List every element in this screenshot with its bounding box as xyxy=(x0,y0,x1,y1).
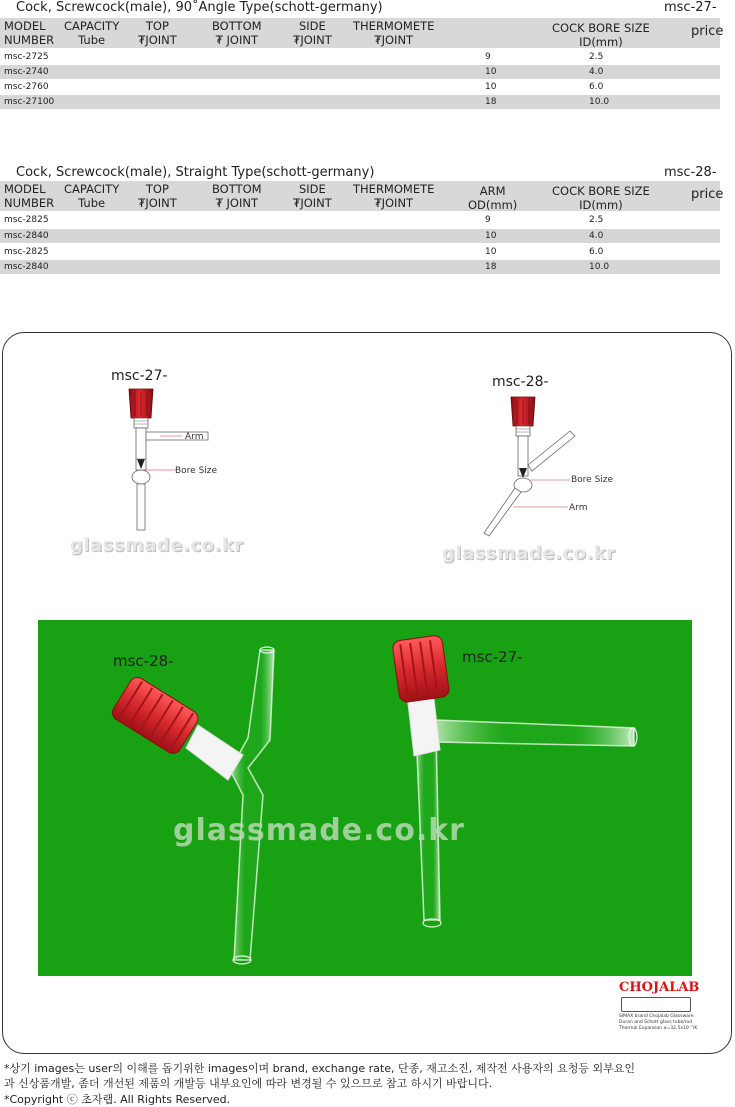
brand-line-3: Thermal Expansion α=32.5x10⁻⁷/K xyxy=(619,1026,698,1031)
brand-line-2: Duran and Schott glass tube/rod xyxy=(619,1020,693,1025)
bore-size-annotation: Bore Size xyxy=(175,466,218,476)
screwcock-straight-diagram xyxy=(470,393,600,543)
footer-disclaimer-line-1: *상기 images는 user의 이해를 돕기위한 images이며 brand, exchange rate, 단종, 재고소진, 제작전 사용자의 요청등 외부요인 xyxy=(4,1062,635,1075)
table2-header-model: MODEL NUMBER xyxy=(4,182,55,210)
table-row: msc-2840 18 10.0 xyxy=(0,260,720,274)
brand-line-1: SIMAX brand Chojalab Glassware xyxy=(619,1014,694,1019)
product-photo xyxy=(38,620,692,976)
table2-code: msc-28- xyxy=(664,165,717,180)
photo-label-msc-28: msc-28- xyxy=(113,652,174,670)
table1-header-side: SIDE ₮JOINT xyxy=(293,19,332,47)
table2-title: Cock, Screwcock(male), Straight Type(schott-germany) xyxy=(16,165,375,180)
brand-logo xyxy=(619,980,700,1046)
table1-header-bore: COCK BORE SIZE ID(mm) xyxy=(552,21,650,49)
diagram-right-label: msc-28- xyxy=(492,374,549,390)
table2-header-thermometer: THERMOMETE ₮JOINT xyxy=(353,182,435,210)
table1-header-price: price xyxy=(691,24,724,39)
table2-header-bore: COCK BORE SIZE ID(mm) xyxy=(552,184,650,212)
bore-size-annotation-right: Bore Size xyxy=(571,475,614,485)
table-row: msc-2840 10 4.0 xyxy=(0,229,720,243)
table2-header-price: price xyxy=(691,187,724,202)
brand-frame xyxy=(621,997,691,1012)
table-row: msc-2825 10 6.0 xyxy=(4,247,604,257)
diagram-watermark: glassmade.co.kr xyxy=(70,535,244,556)
table-row: msc-2760 10 6.0 xyxy=(4,82,604,92)
table-row: msc-2825 9 2.5 xyxy=(4,215,604,225)
table-row: msc-27100 18 10.0 xyxy=(0,95,720,109)
table2-header-arm: ARM OD(mm) xyxy=(468,184,518,212)
diagram-left-label: msc-27- xyxy=(111,368,168,384)
table2-header-side: SIDE ₮JOINT xyxy=(293,182,332,210)
table1-header-capacity: CAPACITY Tube xyxy=(64,19,120,47)
photo-watermark: glassmade.co.kr xyxy=(173,813,465,848)
arm-annotation: Arm xyxy=(185,432,204,442)
table-row: msc-2725 9 2.5 xyxy=(4,52,604,62)
diagram-watermark-right: glassmade.co.kr xyxy=(442,543,616,564)
footer-copyright: *Copyright ⓒ 초자랩. All Rights Reserved. xyxy=(4,1093,231,1106)
photo-label-msc-27: msc-27- xyxy=(462,648,523,666)
photo-glassware-drawing xyxy=(38,620,692,976)
footer-disclaimer-line-2: 과 신상품개발, 좀더 개선된 제품의 개발등 내부요인에 따라 변경될 수 있으므로 참고 하시기 바랍니다. xyxy=(4,1077,493,1090)
arm-annotation-right: Arm xyxy=(569,503,588,513)
table1-title: Cock, Screwcock(male), 90˚Angle Type(schott-germany) xyxy=(16,0,383,15)
table2-header-bottom: BOTTOM ₮ JOINT xyxy=(212,182,262,210)
table1-header-model: MODEL NUMBER xyxy=(4,19,55,47)
table1-code: msc-27- xyxy=(664,0,717,15)
table1-header-bottom: BOTTOM ₮ JOINT xyxy=(212,19,262,47)
table2-header-top: TOP ₮JOINT xyxy=(138,182,177,210)
screwcock-90-diagram xyxy=(100,385,230,535)
brand-name: CHOJALAB xyxy=(619,980,700,995)
table-row: msc-2740 10 4.0 xyxy=(0,65,720,79)
table1-header-thermometer: THERMOMETE ₮JOINT xyxy=(353,19,435,47)
table1-header-top: TOP ₮JOINT xyxy=(138,19,177,47)
table2-header-capacity: CAPACITY Tube xyxy=(64,182,120,210)
